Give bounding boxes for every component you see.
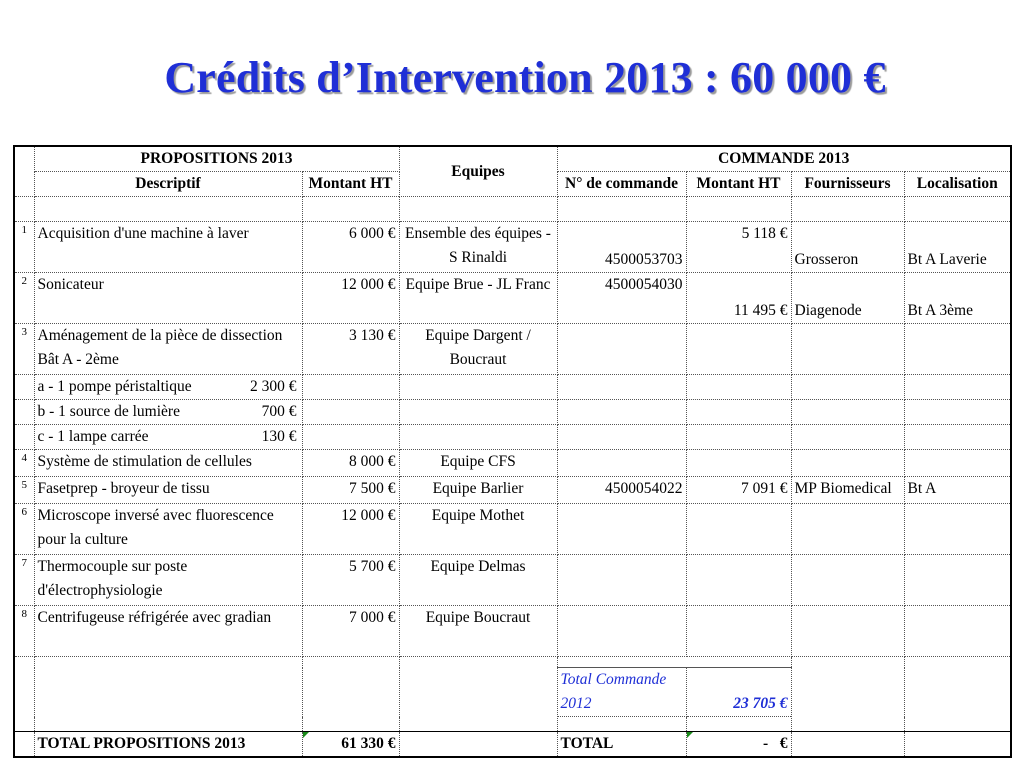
row-montant: 12 000 €: [302, 504, 399, 555]
header-propositions: PROPOSITIONS 2013: [34, 146, 399, 172]
row-descriptif: Sonicateur: [34, 273, 302, 324]
sub-row: [14, 400, 1011, 425]
row-fournisseur: Grosseron: [791, 222, 904, 273]
row-montant-commande: 7 091 €: [686, 477, 791, 504]
header-corner: [14, 146, 34, 197]
row-fournisseur: Diagenode: [791, 273, 904, 324]
sub-item-amount: 700 €: [261, 403, 297, 420]
sub-item: [34, 425, 302, 450]
header-row-1: [14, 146, 1011, 172]
gap-row: [14, 657, 1011, 668]
header-equipes: Equipes: [399, 146, 557, 197]
total-label: TOTAL: [557, 732, 686, 758]
row-equipe: Ensemble des équipes - S Rinaldi: [399, 222, 557, 273]
row-descriptif: Acquisition d'une machine à laver: [34, 222, 302, 273]
row-descriptif: Fasetprep - broyeur de tissu: [34, 477, 302, 504]
row-index: 7: [14, 555, 34, 606]
table-row: [14, 477, 1011, 504]
table-row: [14, 324, 1011, 375]
sub-item-amount: 2 300 €: [250, 378, 297, 395]
row-montant: 12 000 €: [302, 273, 399, 324]
row-equipe: Equipe Barlier: [399, 477, 557, 504]
header-montant: Montant HT: [302, 172, 399, 197]
row-index: 1: [14, 222, 34, 273]
row-montant: 8 000 €: [302, 450, 399, 477]
row-montant-commande: 5 118 €: [686, 222, 791, 273]
sub-item: [34, 400, 302, 425]
table-row: [14, 555, 1011, 606]
row-commande: 4500054022: [557, 477, 686, 504]
row-montant: 3 130 €: [302, 324, 399, 375]
sub-item-label: b - 1 source de lumière: [37, 403, 180, 420]
table-row: [14, 504, 1011, 555]
total-commande-value: 23 705 €: [686, 668, 791, 717]
sub-row: [14, 425, 1011, 450]
row-descriptif: Aménagement de la pièce de dissection Bât A - 2ème: [34, 324, 302, 375]
row-index: 4: [14, 450, 34, 477]
spacer-row: [14, 197, 1011, 222]
row-montant: 7 000 €: [302, 606, 399, 657]
header-montant-commande: Montant HT: [686, 172, 791, 197]
row-commande: 4500053703: [557, 222, 686, 273]
table-row: [14, 222, 1011, 273]
row-equipe: Equipe Mothet: [399, 504, 557, 555]
page-title: Crédits d’Intervention 2013 : 60 000 €: [164, 53, 886, 102]
row-montant-commande: 11 495 €: [686, 273, 791, 324]
header-commande: COMMANDE 2013: [557, 146, 1011, 172]
header-descriptif: Descriptif: [34, 172, 302, 197]
row-equipe: Equipe Dargent / Boucraut: [399, 324, 557, 375]
sub-item-label: a - 1 pompe péristaltique: [37, 378, 192, 395]
sub-row: [14, 375, 1011, 400]
sub-item-amount: 130 €: [261, 428, 297, 445]
row-index: 8: [14, 606, 34, 657]
row-equipe: Equipe Brue - JL Franc: [399, 273, 557, 324]
row-montant: 6 000 €: [302, 222, 399, 273]
total-commande-label: Total Commande 2012: [557, 668, 686, 717]
row-localisation: Bt A: [904, 477, 1011, 504]
row-descriptif: Microscope inversé avec fluorescence pour la culture: [34, 504, 302, 555]
row-localisation: Bt A Laverie: [904, 222, 1011, 273]
row-index: 6: [14, 504, 34, 555]
row-descriptif: Système de stimulation de cellules: [34, 450, 302, 477]
row-equipe: Equipe Boucraut: [399, 606, 557, 657]
credits-table: [13, 145, 1012, 758]
row-montant: 5 700 €: [302, 555, 399, 606]
total-propositions-label: TOTAL PROPOSITIONS 2013: [34, 732, 302, 758]
header-num-commande: N° de commande: [557, 172, 686, 197]
total-value: - €: [686, 732, 791, 758]
row-equipe: Equipe CFS: [399, 450, 557, 477]
row-commande: 4500054030: [557, 273, 686, 324]
row-descriptif: Centrifugeuse réfrigérée avec gradian: [34, 606, 302, 657]
row-fournisseur: MP Biomedical: [791, 477, 904, 504]
sub-item-label: c - 1 lampe carrée: [37, 428, 149, 445]
row-localisation: Bt A 3ème: [904, 273, 1011, 324]
sub-item: [34, 375, 302, 400]
table-row: [14, 450, 1011, 477]
row-montant: 7 500 €: [302, 477, 399, 504]
row-index: 2: [14, 273, 34, 324]
table-row: [14, 606, 1011, 657]
totals-row: [14, 732, 1011, 758]
total-propositions-value: 61 330 €: [302, 732, 399, 758]
row-index: 3: [14, 324, 34, 375]
header-fournisseurs: Fournisseurs: [791, 172, 904, 197]
row-index: 5: [14, 477, 34, 504]
row-descriptif: Thermocouple sur poste d'électrophysiologie: [34, 555, 302, 606]
table-row: [14, 273, 1011, 324]
row-equipe: Equipe Delmas: [399, 555, 557, 606]
header-localisation: Localisation: [904, 172, 1011, 197]
